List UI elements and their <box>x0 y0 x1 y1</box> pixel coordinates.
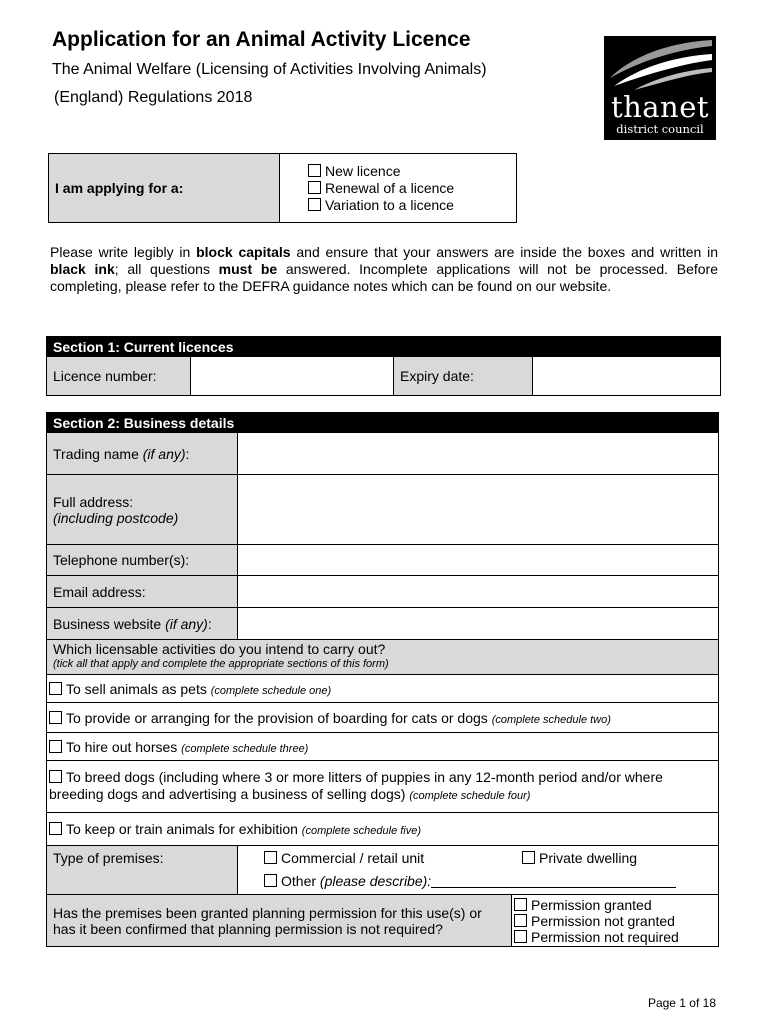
checkbox-icon[interactable] <box>49 822 62 835</box>
checkbox-icon[interactable] <box>308 164 321 177</box>
checkbox-icon[interactable] <box>264 874 277 887</box>
website-label: Business website (if any): <box>47 608 238 640</box>
full-address-label: Full address: (including postcode) <box>47 475 238 545</box>
checkbox-icon[interactable] <box>264 851 277 864</box>
premises-type-label: Type of premises: <box>47 846 238 895</box>
option-new-licence[interactable]: New licence <box>308 163 510 180</box>
thanet-logo <box>604 36 716 140</box>
section2-table <box>46 412 719 947</box>
licence-number-label: Licence number: <box>47 357 191 396</box>
activities-question: Which licensable activities do you intend to carry out? (tick all that apply and complete the appropriate sections of this form) <box>47 640 719 675</box>
trading-name-label: Trading name (if any): <box>47 433 238 475</box>
checkbox-icon[interactable] <box>514 914 527 927</box>
option-variation-licence[interactable]: Variation to a licence <box>308 197 510 214</box>
checkbox-icon[interactable] <box>308 198 321 211</box>
page-number: Page 1 of 18 <box>647 996 716 1010</box>
premises-type-options <box>238 846 719 895</box>
checkbox-icon[interactable] <box>49 770 62 783</box>
planning-not-granted[interactable]: Permission not granted <box>514 913 712 929</box>
checkbox-icon[interactable] <box>514 930 527 943</box>
section2-header: Section 2: Business details <box>47 413 719 433</box>
option-renewal-licence[interactable]: Renewal of a licence <box>308 180 510 197</box>
page-title: Application for an Animal Activity Licence <box>52 28 471 51</box>
premises-private[interactable]: Private dwelling <box>522 850 637 866</box>
checkbox-icon[interactable] <box>514 898 527 911</box>
planning-options <box>512 895 719 947</box>
applying-for-table <box>48 153 517 223</box>
checkbox-icon[interactable] <box>49 711 62 724</box>
telephone-label: Telephone number(s): <box>47 545 238 576</box>
planning-granted[interactable]: Permission granted <box>514 897 712 913</box>
logo-swoosh-icon <box>604 36 716 96</box>
activity-sell-pets[interactable]: To sell animals as pets (complete schedule one) <box>47 675 719 703</box>
email-label: Email address: <box>47 576 238 608</box>
expiry-date-field[interactable] <box>533 357 721 396</box>
activity-hire-horses[interactable]: To hire out horses (complete schedule three) <box>47 733 719 761</box>
activity-breed-dogs[interactable]: To breed dogs (including where 3 or more litters of puppies in any 12-month period and/or where breeding dogs and advertising a business of selling dogs) (complete schedule four) <box>47 761 719 813</box>
page-subtitle-line1: The Animal Welfare (Licensing of Activities Involving Animals) <box>52 61 487 78</box>
section1-header: Section 1: Current licences <box>47 337 721 357</box>
full-address-field[interactable] <box>238 475 719 545</box>
logo-name: thanet <box>610 90 710 124</box>
section1-table <box>46 336 721 396</box>
page-subtitle-line2: (England) Regulations 2018 <box>54 89 253 106</box>
checkbox-icon[interactable] <box>308 181 321 194</box>
website-field[interactable] <box>238 608 719 640</box>
planning-question: Has the premises been granted planning permission for this use(s) or has it been confirmed that planning permission is not required? <box>47 895 512 947</box>
activity-boarding[interactable]: To provide or arranging for the provision of boarding for cats or dogs (complete schedule two) <box>47 703 719 733</box>
logo-subname: district council <box>616 122 704 136</box>
applying-for-label: I am applying for a: <box>49 154 280 223</box>
planning-not-required[interactable]: Permission not required <box>514 929 712 945</box>
trading-name-field[interactable] <box>238 433 719 475</box>
premises-other[interactable]: Other (please describe): <box>264 870 712 893</box>
checkbox-icon[interactable] <box>522 851 535 864</box>
instructions-paragraph: Please write legibly in block capitals and ensure that your answers are inside the boxes and written in black ink; all questions must be answered. Incomplete applications will not be processed. Before completing, please refer to the DEFRA guidance notes which can be found on our website. <box>50 244 719 294</box>
premises-commercial[interactable]: Commercial / retail unit <box>264 847 522 870</box>
expiry-date-label: Expiry date: <box>394 357 533 396</box>
activity-exhibition[interactable]: To keep or train animals for exhibition (complete schedule five) <box>47 813 719 846</box>
checkbox-icon[interactable] <box>49 682 62 695</box>
telephone-field[interactable] <box>238 545 719 576</box>
licence-number-field[interactable] <box>191 357 394 396</box>
premises-other-field[interactable] <box>431 875 676 888</box>
email-field[interactable] <box>238 576 719 608</box>
checkbox-icon[interactable] <box>49 740 62 753</box>
